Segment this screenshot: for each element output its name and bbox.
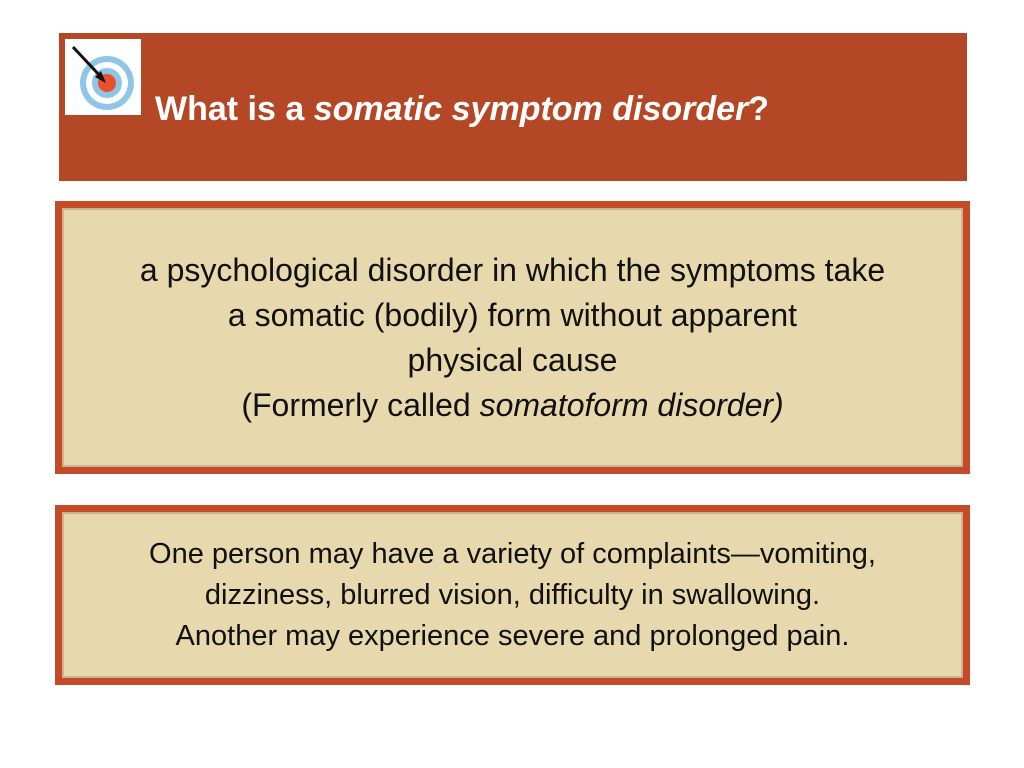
example-text — [149, 534, 876, 657]
definition-text — [140, 248, 885, 428]
slide-title — [155, 89, 769, 129]
title-emphasis: somatic symptom disorder — [313, 90, 749, 128]
example-card — [55, 505, 970, 685]
definition-line-1: a psychological disorder in which the symptoms take — [139, 251, 886, 288]
definition-line-2: a somatic (bodily) form without apparent — [227, 296, 798, 333]
example-line-3: Another may experience severe and prolonged pain. — [175, 619, 850, 652]
title-banner — [59, 33, 967, 181]
example-line-2: dizziness, blurred vision, difficulty in swallowing. — [204, 578, 821, 611]
definition-card — [55, 201, 970, 474]
definition-line-3: physical cause — [407, 341, 618, 378]
target-arrow-icon — [65, 39, 141, 115]
example-line-1: One person may have a variety of complaints—vomiting, — [149, 537, 876, 570]
definition-line-4-prefix: (Formerly called — [241, 386, 480, 423]
title-prefix: What is a — [155, 90, 314, 128]
definition-line-4-emphasis: somatoform disorder) — [479, 386, 784, 423]
title-suffix: ? — [748, 90, 770, 128]
definition-line-4 — [140, 383, 885, 428]
